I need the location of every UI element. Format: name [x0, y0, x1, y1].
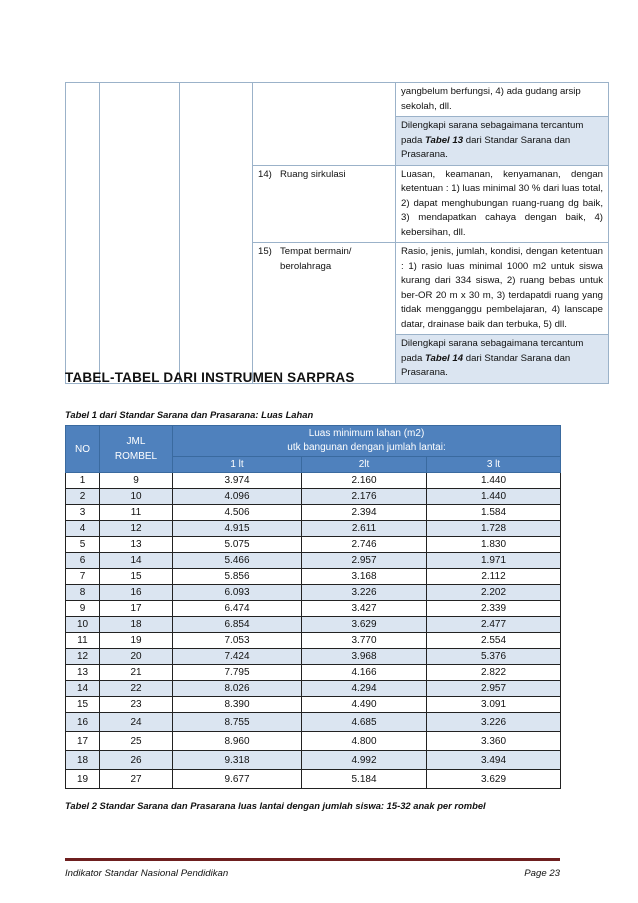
header-jml-rombel: JML ROMBEL	[100, 426, 173, 473]
cell-3lt: 2.554	[427, 633, 561, 649]
cell-rombel: 21	[100, 665, 173, 681]
cell-rombel: 26	[100, 751, 173, 770]
cell-no: 15	[66, 697, 100, 713]
cell-1lt: 6.474	[173, 601, 302, 617]
cell-1lt: 6.854	[173, 617, 302, 633]
cell-1lt: 4.096	[173, 489, 302, 505]
row-c-text: Dilengkapi sarana sebagaimana tercantum pada Tabel 14 dari Standar Sarana dan Prasarana.	[396, 335, 609, 384]
table-cell-empty	[253, 83, 396, 166]
table-row	[66, 505, 561, 521]
cell-no: 3	[66, 505, 100, 521]
cell-rombel: 25	[100, 732, 173, 751]
cell-1lt: 5.466	[173, 553, 302, 569]
cell-3lt: 3.091	[427, 697, 561, 713]
cell-2lt: 3.168	[302, 569, 427, 585]
header-1-lantai: 1 lt	[173, 457, 302, 473]
cell-rombel: 15	[100, 569, 173, 585]
header-no: NO	[66, 426, 100, 473]
cell-rombel: 14	[100, 553, 173, 569]
cell-3lt: 2.957	[427, 681, 561, 697]
cell-3lt: 3.360	[427, 732, 561, 751]
cell-2lt: 4.490	[302, 697, 427, 713]
cell-3lt: 2.339	[427, 601, 561, 617]
cell-3lt: 1.728	[427, 521, 561, 537]
cell-3lt: 3.494	[427, 751, 561, 770]
table-row	[66, 601, 561, 617]
cell-1lt: 8.755	[173, 713, 302, 732]
row-a-text: yangbelum berfungsi, 4) ada gudang arsip sekolah, dll.	[396, 83, 609, 117]
cell-1lt: 7.795	[173, 665, 302, 681]
cell-2lt: 3.770	[302, 633, 427, 649]
table-row	[66, 732, 561, 751]
cell-3lt: 3.629	[427, 770, 561, 789]
table-2-caption: Tabel 2 Standar Sarana dan Prasarana luas lantai dengan jumlah siswa: 15-32 anak per rombel	[65, 800, 486, 811]
cell-2lt: 4.992	[302, 751, 427, 770]
table-row	[66, 681, 561, 697]
table-row	[66, 751, 561, 770]
header-2-lantai: 2lt	[302, 457, 427, 473]
row-b-text: Dilengkapi sarana sebagaimana tercantum pada Tabel 13 dari Standar Sarana dan Prasarana.	[396, 117, 609, 166]
table-row	[66, 665, 561, 681]
cell-2lt: 3.968	[302, 649, 427, 665]
item-15-label: 15) Tempat bermain/ berolahraga	[253, 243, 396, 384]
cell-2lt: 2.957	[302, 553, 427, 569]
cell-2lt: 2.611	[302, 521, 427, 537]
cell-no: 19	[66, 770, 100, 789]
cell-no: 10	[66, 617, 100, 633]
cell-1lt: 6.093	[173, 585, 302, 601]
cell-2lt: 4.800	[302, 732, 427, 751]
cell-rombel: 12	[100, 521, 173, 537]
table-row	[66, 489, 561, 505]
cell-no: 8	[66, 585, 100, 601]
table-row	[66, 617, 561, 633]
table-row	[66, 585, 561, 601]
cell-no: 16	[66, 713, 100, 732]
land-area-table	[65, 425, 561, 789]
cell-1lt: 7.424	[173, 649, 302, 665]
cell-3lt: 2.822	[427, 665, 561, 681]
cell-1lt: 5.856	[173, 569, 302, 585]
cell-no: 13	[66, 665, 100, 681]
item-15-description: Rasio, jenis, jumlah, kondisi, dengan ketentuan : 1) rasio luas minimal 1000 m2 untuk siswa kurang dari 334 siswa, 2) ruang bebas untuk ber-OR 20 m x 30 m, 3) terdapatdi ruang yang tidak mengganggu pembelajaran, 4) lanscape datar, drainase baik dan terbuka, 5) dll.	[396, 243, 609, 335]
cell-rombel: 11	[100, 505, 173, 521]
table-1-caption: Tabel 1 dari Standar Sarana dan Prasarana: Luas Lahan	[65, 409, 314, 420]
footer-title: Indikator Standar Nasional Pendidikan	[65, 868, 229, 879]
cell-rombel: 23	[100, 697, 173, 713]
item-14-label: 14) Ruang sirkulasi	[253, 165, 396, 243]
cell-no: 18	[66, 751, 100, 770]
cell-rombel: 9	[100, 473, 173, 489]
cell-no: 7	[66, 569, 100, 585]
cell-1lt: 8.390	[173, 697, 302, 713]
table-cell-empty	[100, 83, 180, 384]
cell-no: 6	[66, 553, 100, 569]
cell-rombel: 13	[100, 537, 173, 553]
table-row	[66, 553, 561, 569]
cell-3lt: 1.584	[427, 505, 561, 521]
cell-no: 17	[66, 732, 100, 751]
cell-3lt: 5.376	[427, 649, 561, 665]
cell-1lt: 8.960	[173, 732, 302, 751]
cell-1lt: 4.506	[173, 505, 302, 521]
cell-3lt: 1.440	[427, 473, 561, 489]
cell-no: 5	[66, 537, 100, 553]
cell-2lt: 4.166	[302, 665, 427, 681]
cell-rombel: 22	[100, 681, 173, 697]
table-row	[66, 713, 561, 732]
table-row	[66, 770, 561, 789]
cell-rombel: 17	[100, 601, 173, 617]
table-row	[66, 633, 561, 649]
cell-no: 2	[66, 489, 100, 505]
cell-1lt: 9.677	[173, 770, 302, 789]
header-row	[66, 426, 561, 457]
table-row	[66, 697, 561, 713]
cell-no: 11	[66, 633, 100, 649]
cell-3lt: 2.477	[427, 617, 561, 633]
footer-rule	[65, 858, 560, 861]
continuation-table	[65, 82, 609, 384]
footer	[65, 868, 560, 879]
cell-3lt: 2.202	[427, 585, 561, 601]
cell-rombel: 24	[100, 713, 173, 732]
cell-no: 12	[66, 649, 100, 665]
table-row	[66, 83, 609, 117]
table-cell-empty	[66, 83, 100, 384]
cell-no: 14	[66, 681, 100, 697]
table-row	[66, 649, 561, 665]
cell-rombel: 10	[100, 489, 173, 505]
cell-1lt: 4.915	[173, 521, 302, 537]
cell-rombel: 18	[100, 617, 173, 633]
cell-2lt: 3.226	[302, 585, 427, 601]
cell-2lt: 3.629	[302, 617, 427, 633]
page-number: Page 23	[524, 868, 560, 879]
item-14-description: Luasan, keamanan, kenyamanan, dengan ketentuan : 1) luas minimal 30 % dari luas total, 2) dapat menghubungan ruang-ruang dg baik, 3) mendapatkan cahaya dengan baik, 4) kebersihan, dll.	[396, 165, 609, 243]
cell-no: 9	[66, 601, 100, 617]
cell-rombel: 27	[100, 770, 173, 789]
table-body	[66, 473, 561, 789]
cell-rombel: 20	[100, 649, 173, 665]
cell-rombel: 19	[100, 633, 173, 649]
cell-3lt: 1.971	[427, 553, 561, 569]
cell-no: 4	[66, 521, 100, 537]
cell-3lt: 1.830	[427, 537, 561, 553]
cell-3lt: 2.112	[427, 569, 561, 585]
cell-1lt: 7.053	[173, 633, 302, 649]
header-luas: Luas minimum lahan (m2) utk bangunan dengan jumlah lantai:	[173, 426, 561, 457]
cell-1lt: 8.026	[173, 681, 302, 697]
cell-2lt: 5.184	[302, 770, 427, 789]
table-row	[66, 521, 561, 537]
cell-no: 1	[66, 473, 100, 489]
cell-1lt: 3.974	[173, 473, 302, 489]
cell-2lt: 2.160	[302, 473, 427, 489]
cell-3lt: 3.226	[427, 713, 561, 732]
cell-2lt: 2.746	[302, 537, 427, 553]
header-3-lantai: 3 lt	[427, 457, 561, 473]
cell-1lt: 9.318	[173, 751, 302, 770]
cell-rombel: 16	[100, 585, 173, 601]
cell-2lt: 2.394	[302, 505, 427, 521]
cell-3lt: 1.440	[427, 489, 561, 505]
cell-2lt: 2.176	[302, 489, 427, 505]
section-title: TABEL-TABEL DARI INSTRUMEN SARPRAS	[65, 370, 355, 385]
table-cell-empty	[180, 83, 253, 384]
table-row	[66, 569, 561, 585]
cell-1lt: 5.075	[173, 537, 302, 553]
table-row	[66, 537, 561, 553]
cell-2lt: 4.294	[302, 681, 427, 697]
cell-2lt: 4.685	[302, 713, 427, 732]
cell-2lt: 3.427	[302, 601, 427, 617]
table-row	[66, 473, 561, 489]
